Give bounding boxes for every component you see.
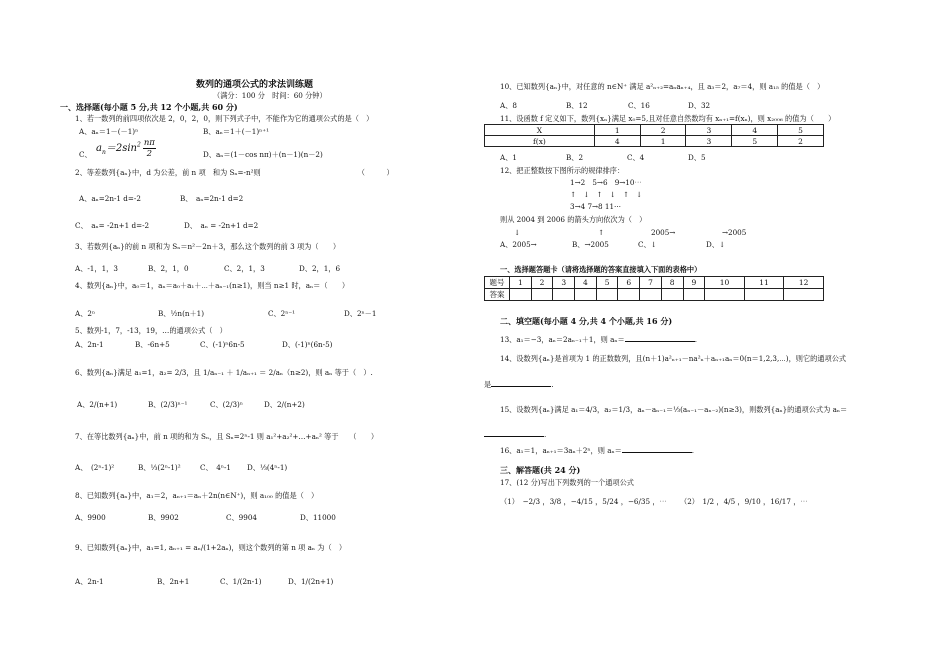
q6-stem: 6、数列{aₙ}满足 a₁=1，a₂= 2/3，且 1/aₙ₋₁ ＋ 1/aₙ₊₁ ＝ 2/aₙ（n≥2)，则 aₙ 等于（ ）. — [75, 368, 373, 377]
q5-option-b: B、-6n+5 — [135, 340, 170, 349]
q8-stem: 8、已知数列{aₙ}中，a₁＝2，aₙ₊₁＝aₙ＋2n(n∈N⁺)，则 a₁₀₀ 的值是（ ） — [75, 491, 319, 500]
q1-option-d: D、aₙ＝(1－cos nπ)＋(n－1)(n－2) — [203, 150, 323, 159]
q11-option-d: D、5 — [688, 153, 706, 162]
q9-option-d: D、1/(2n+1) — [288, 577, 334, 586]
q8-option-d: D、11000 — [300, 513, 336, 522]
answer-card-row1-label: 题号 — [485, 277, 510, 289]
answer-cell[interactable] — [553, 289, 575, 301]
q5-option-c: C、(-1)ⁿ6n-5 — [200, 340, 245, 349]
q15-answer-line: . — [484, 428, 546, 439]
q3-option-b: B、2，1，0 — [148, 264, 189, 273]
q7-stem: 7、在等比数列{aₙ}中，前 n 项的和为 Sₙ，且 Sₙ=2ⁿ-1 则 a₁²+a₂²+…+aₙ² 等于 （ ） — [75, 432, 379, 441]
answer-card-title: 一、选择题答题卡（请将选择题的答案直接填入下面的表格中） — [500, 265, 702, 274]
answer-cell[interactable] — [531, 289, 553, 301]
table-cell: 2 — [640, 125, 686, 136]
q9-option-a: A、2n-1 — [75, 577, 104, 586]
table-cell: 2 — [778, 136, 824, 147]
table-cell: 4 — [594, 136, 640, 147]
q11-option-a: A、1 — [500, 153, 517, 162]
q11-function-table — [484, 124, 824, 147]
q12-pic-c: 2005→ — [651, 228, 676, 237]
q14-stem-end: 是 — [484, 380, 492, 389]
q5-option-a: A、2n-1 — [75, 340, 104, 349]
q6-option-d: D、2/(n+2) — [264, 400, 305, 409]
q13-blank[interactable] — [625, 333, 695, 342]
table-cell: 1 — [640, 136, 686, 147]
table-cell: 3 — [686, 125, 732, 136]
q3-option-a: A、-1，1，3 — [75, 264, 118, 273]
q13-text: 13、a₁＝−3，aₙ＝2aₙ₋₁＋1，则 aₙ＝ . — [500, 335, 697, 344]
q10-option-d: D、32 — [688, 101, 711, 110]
q4-option-c: C、2ⁿ⁻¹ — [268, 309, 296, 318]
q12-pattern-line2: ↑ ↓ ↑ ↓ ↑ ↓ — [570, 190, 643, 199]
answer-card-row2-label: 答案 — [485, 289, 510, 301]
q1-stem: 1、若一数列的前四项依次是 2，0，2，0，则下列式子中，不能作为它的通项公式的是（ ） — [75, 114, 374, 123]
table-cell: X — [485, 125, 595, 136]
q12-stem: 12、把正整数按下图所示的规律排序： — [500, 166, 625, 175]
answer-cell[interactable] — [575, 289, 597, 301]
q14-blank[interactable] — [491, 378, 551, 387]
page-subtitle: （满分：100 分 时间：60 分钟） — [213, 91, 327, 100]
q14-text-end: 是 . — [484, 380, 554, 389]
q9-stem: 9、已知数列{aₙ}中，a₁=1, aₙ₊₁ = aₙ/(1+2aₙ)，则这个数列的第 n 项 aₙ 为（ ） — [75, 543, 347, 552]
q8-option-b: B、9902 — [148, 513, 179, 522]
q2-option-a: A、aₙ=2n-1 d=-2 — [79, 194, 141, 203]
q17-stem: 17、(12 分)写出下列数列的一个通项公式 — [500, 478, 634, 487]
q5-stem: 5、数列-1，7，-13，19，…的通项公式（ ） — [75, 326, 227, 335]
q14-stem: 14、设数列{aₙ}是首项为 1 的正数数列，且(n＋1)a²ₙ₊₁－na²ₙ＋aₙ₊₁aₙ＝0(n＝1,2,3,⋯)，则它的通项公式 — [500, 354, 847, 363]
q8-option-a: A、9900 — [75, 513, 106, 522]
table-cell: 4 — [732, 125, 778, 136]
answer-cell[interactable] — [784, 289, 824, 301]
q7-option-d: D、⅓(4ⁿ-1) — [247, 463, 288, 472]
table-cell: 12 — [784, 277, 824, 289]
answer-cell[interactable] — [661, 289, 683, 301]
q3-option-d: D、2，1，6 — [299, 264, 341, 273]
table-cell: 2 — [531, 277, 553, 289]
table-cell: f(x) — [485, 136, 595, 147]
table-cell: 5 — [778, 125, 824, 136]
q9-option-c: C、1/(2n-1) — [220, 577, 262, 586]
answer-cell[interactable] — [683, 289, 705, 301]
answer-cell[interactable] — [640, 289, 662, 301]
q2-stem: 2、等差数列{aₙ}中，d 为公差，前 n 项 和为 Sₙ=-n²则 （ ） — [75, 168, 394, 177]
table-cell: 1 — [594, 125, 640, 136]
q2-option-d: D、 aₙ = -2n+1 d=2 — [184, 221, 259, 230]
q1-option-b: B、aₙ＝1＋(－1)ⁿ⁺¹ — [203, 127, 269, 136]
q17-part2: （2） 1/2 ，4/5 ，9/10 ，16/17 ，⋯ — [680, 497, 808, 506]
q7-option-b: B、⅓(2ⁿ-1)² — [138, 463, 181, 472]
section-answer-heading: 三、解答题(共 24 分) — [500, 465, 581, 475]
q12-pic-b: ↑ — [598, 228, 605, 237]
q4-option-a: A、2ⁿ — [75, 309, 96, 318]
q11-option-b: B、2 — [566, 153, 584, 162]
q9-option-b: B、2n+1 — [157, 577, 190, 586]
answer-cell[interactable] — [510, 289, 532, 301]
table-cell: 8 — [661, 277, 683, 289]
table-cell: 9 — [683, 277, 705, 289]
q12-pattern-line3: 3→4 7→8 11⋯ — [570, 202, 622, 211]
q7-option-a: A、 (2ⁿ-1)² — [75, 463, 115, 472]
q3-stem: 3、若数列{aₙ}的前 n 项和为 Sₙ＝n²－2n＋3，那么这个数列的前 3 项为（ ） — [75, 242, 341, 251]
q12-question: 则从 2004 到 2006 的箭头方向依次为（ ） — [500, 215, 647, 224]
q2-option-b: B、 aₙ=2n-1 d=2 — [180, 194, 244, 203]
q12-pattern-line1: 1→2 5→6 9→10⋯ — [570, 178, 642, 187]
q12-pic-a: ↓ — [514, 228, 521, 237]
table-cell: 1 — [510, 277, 532, 289]
table-cell: 5 — [596, 277, 618, 289]
answer-cell[interactable] — [596, 289, 618, 301]
q10-option-b: B、12 — [566, 101, 588, 110]
page-title: 数列的通项公式的求法训练题 — [196, 80, 314, 90]
q12-option-c: C、↓ — [638, 240, 657, 249]
q16-text: 16、a₁＝1，aₙ₊₁＝3aₙ＋2ⁿ，则 aₙ＝ . — [500, 446, 695, 455]
table-cell: 3 — [686, 136, 732, 147]
table-cell: 10 — [705, 277, 745, 289]
table-cell: 11 — [744, 277, 784, 289]
q16-blank[interactable] — [622, 444, 692, 453]
q7-option-c: C、 4ⁿ-1 — [200, 463, 231, 472]
q4-option-d: D、2ⁿ－1 — [344, 309, 377, 318]
answer-cell[interactable] — [705, 289, 745, 301]
q10-option-c: C、16 — [628, 101, 650, 110]
q16-stem: 16、a₁＝1，aₙ₊₁＝3aₙ＋2ⁿ，则 aₙ＝ — [500, 446, 622, 455]
q12-option-a: A、2005→ — [500, 240, 537, 249]
q6-option-c: C、(2/3)ⁿ — [210, 400, 243, 409]
q10-option-a: A、8 — [500, 101, 517, 110]
q11-option-c: C、4 — [627, 153, 645, 162]
q11-stem: 11、设函数 f 定义如下，数列{xₙ}满足 x₀=5,且对任意自然数均有 xₙ₊₁=f(xₙ)，则 x₂₀₀₆ 的值为（ ） — [500, 114, 836, 123]
section-fill-heading: 二、填空题(每小题 4 分,共 4 个小题,共 16 分) — [500, 316, 673, 326]
q2-option-c: C、 aₙ= -2n+1 d=-2 — [75, 221, 150, 230]
table-cell: 4 — [575, 277, 597, 289]
q5-option-d: D、(-1)ⁿ(6n-5) — [282, 340, 333, 349]
q1-option-c-formula: $a_n=2\sin^2$ $\frac{n\pi}{2}$ — [96, 138, 155, 159]
q6-option-a: A、2/(n+1) — [77, 400, 118, 409]
q12-option-d: D、↓ — [706, 240, 725, 249]
answer-cell[interactable] — [744, 289, 784, 301]
table-cell: 6 — [618, 277, 640, 289]
q12-option-b: B、→2005 — [572, 240, 609, 249]
q1-option-c-label: C、 — [79, 150, 92, 159]
q10-stem: 10、已知数列{aₙ}中，对任意的 n∈N⁺ 满足 a²ₙ₊₂=aₙaₙ₊₄，且 a₃＝2，a₇＝4，则 a₁₅ 的值是（ ） — [500, 82, 825, 91]
q1-option-a: A、aₙ＝1－(－1)ⁿ — [79, 127, 139, 136]
answer-cell[interactable] — [618, 289, 640, 301]
table-cell: 5 — [732, 136, 778, 147]
q4-stem: 4、数列{aₙ}中，a₀＝1，aₙ＝a₀＋a₁＋⋯＋aₙ₋₁(n≥1)，则当 n≥1 时，aₙ＝（ ） — [75, 281, 350, 290]
q13-stem: 13、a₁＝−3，aₙ＝2aₙ₋₁＋1，则 aₙ＝ — [500, 335, 625, 344]
q17-part1: （1） −2/3 ，3/8 ，−4/15 ，5/24 ，−6/35 ，⋯ — [500, 497, 667, 506]
section-choice-heading: 一、选择题(每小题 5 分,共 12 个小题,共 60 分) — [60, 102, 238, 112]
q12-pic-d: →2005 — [722, 228, 747, 237]
q6-option-b: B、(2/3)ⁿ⁻¹ — [148, 400, 188, 409]
table-cell: 3 — [553, 277, 575, 289]
q8-option-c: C、9904 — [226, 513, 257, 522]
table-cell: 7 — [640, 277, 662, 289]
q3-option-c: C、2，1，3 — [224, 264, 265, 273]
q4-option-b: B、½n(n＋1) — [158, 309, 205, 318]
q15-blank[interactable] — [484, 428, 544, 437]
q15-stem: 15、设数列{aₙ}满足 a₁＝4/3，a₂＝1/3，aₙ－aₙ₋₁＝⅓(aₙ₋₁－aₙ₋₂)(n≥3)，则数列{aₙ}的通项公式为 aₙ＝ — [500, 405, 848, 414]
answer-card-table — [484, 276, 824, 301]
